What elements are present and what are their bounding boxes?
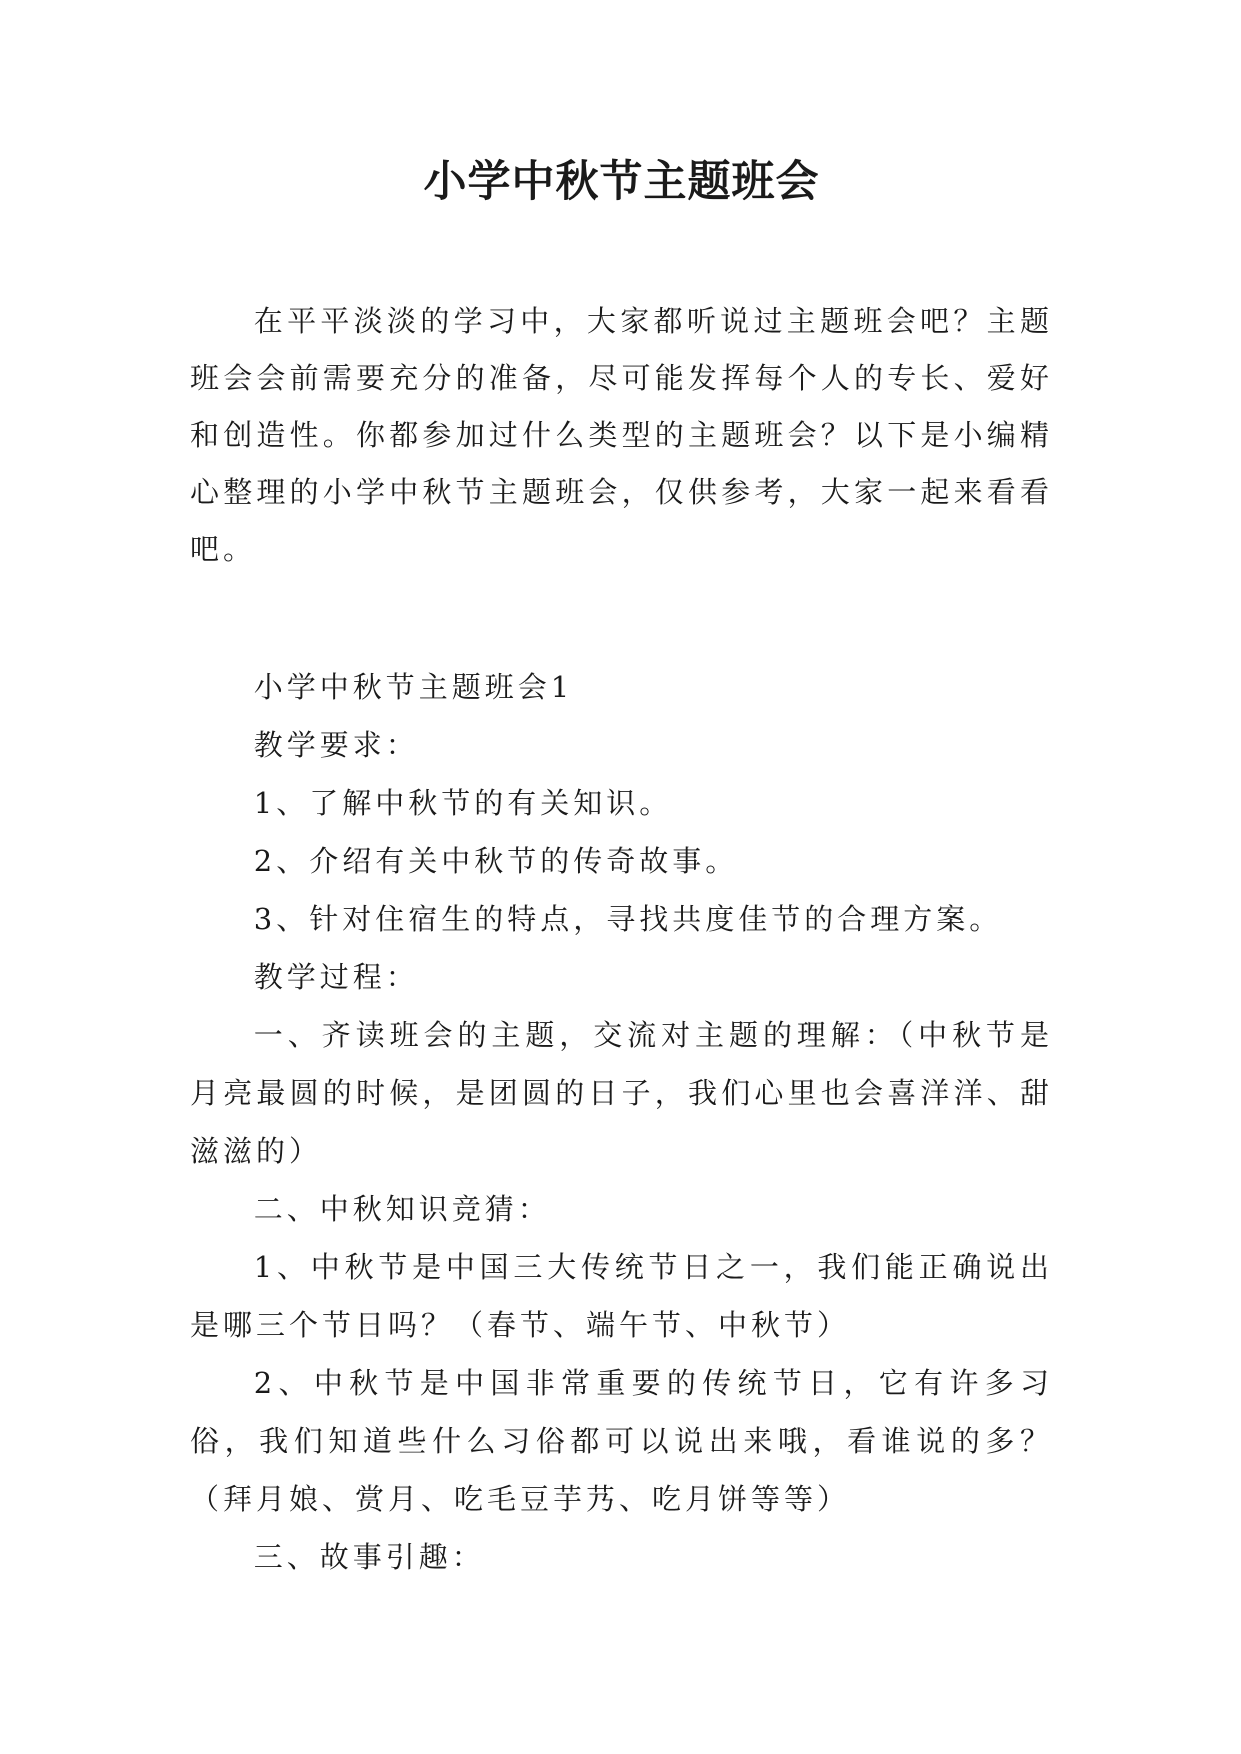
intro-paragraph: 在平平淡淡的学习中，大家都听说过主题班会吧？主题班会会前需要充分的准备，尽可能发挥每个人的专长、爱好和创造性。你都参加过什么类型的主题班会？以下是小编精心整理的小学中秋节主题班会，仅供参考，大家一起来看看吧。 xyxy=(190,304,1053,566)
body-paragraph: 2、中秋节是中国非常重要的传统节日，它有许多习俗，我们知道些什么习俗都可以说出来哦，看谁说的多？（拜月娘、赏月、吃毛豆芋艿、吃月饼等等） xyxy=(190,1366,1053,1516)
body-paragraph: 教学过程： xyxy=(253,960,419,994)
document-body xyxy=(190,658,1053,1586)
body-paragraph: 1、中秋节是中国三大传统节日之一，我们能正确说出是哪三个节日吗？（春节、端午节、中秋节） xyxy=(190,1250,1053,1342)
body-paragraph: 一、齐读班会的主题，交流对主题的理解：（中秋节是月亮最圆的时候，是团圆的日子，我们心里也会喜洋洋、甜滋滋的） xyxy=(190,1018,1053,1168)
body-paragraph: 三、故事引趣： xyxy=(253,1540,485,1574)
body-paragraph: 二、中秋知识竞猜： xyxy=(253,1192,551,1226)
section-heading: 小学中秋节主题班会1 xyxy=(253,670,574,704)
body-paragraph: 1、了解中秋节的有关知识。 xyxy=(253,786,673,820)
body-paragraph: 2、介绍有关中秋节的传奇故事。 xyxy=(253,844,739,878)
body-paragraph: 3、针对住宿生的特点，寻找共度佳节的合理方案。 xyxy=(253,902,1003,936)
body-paragraph: 教学要求： xyxy=(253,728,419,762)
document-title: 小学中秋节主题班会 xyxy=(423,157,820,207)
